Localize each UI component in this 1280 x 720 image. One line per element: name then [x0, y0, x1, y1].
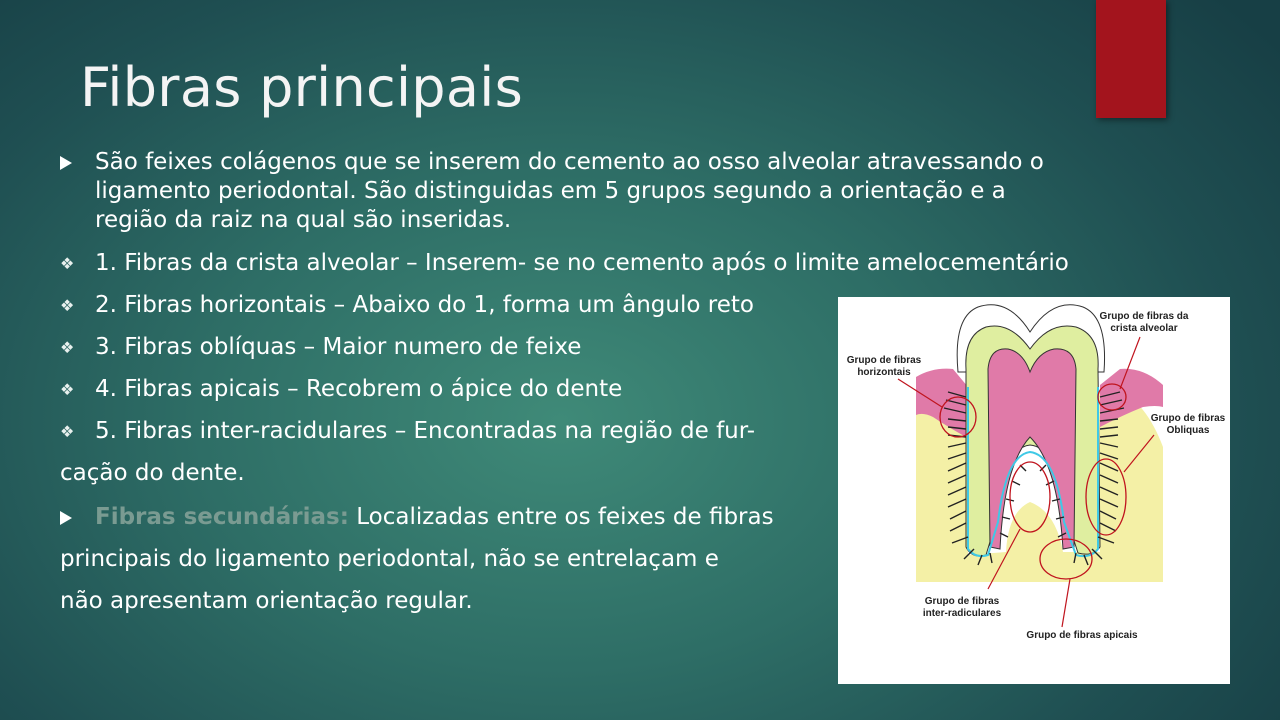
item-3-text: 3. Fibras oblíquas – Maior numero de feixe [95, 334, 582, 360]
triangle-bullet-icon [60, 503, 84, 525]
slide-title: Fibras principais [80, 56, 524, 119]
secondary-line-2: principais do ligamento periodontal, não se entrelaçam e [60, 546, 719, 572]
diamond-bullet-icon: ❖ [60, 380, 75, 399]
label-crista-1: Grupo de fibras da [1099, 311, 1189, 322]
label-apical: Grupo de fibras apicais [1026, 630, 1138, 641]
secondary-line-3: não apresentam orientação regular. [60, 588, 473, 614]
label-crista-2: crista alveolar [1110, 323, 1178, 334]
label-obliq-2: Obliquas [1166, 425, 1210, 436]
accent-bar [1096, 0, 1166, 118]
diamond-bullet-icon: ❖ [60, 254, 75, 273]
intro-line-2: ligamento periodontal. São distinguidas em 5 grupos segundo a orientação e a [95, 178, 1006, 204]
item-2-text: 2. Fibras horizontais – Abaixo do 1, forma um ângulo reto [95, 292, 754, 318]
label-obliq-1: Grupo de fibras [1150, 413, 1226, 424]
item-5-text: 5. Fibras inter-racidulares – Encontradas na região de fur- [95, 418, 756, 444]
diamond-bullet-icon: ❖ [60, 296, 75, 315]
item-5-continuation: cação do dente. [60, 460, 245, 486]
label-horiz-2: horizontais [857, 367, 911, 378]
item-1-text: 1. Fibras da crista alveolar – Inserem- se no cemento após o limite amelocementário [95, 250, 1069, 276]
label-horiz-1: Grupo de fibras [846, 355, 922, 366]
triangle-bullet-icon [60, 148, 84, 170]
diamond-bullet-icon: ❖ [60, 338, 75, 357]
intro-line-3: região da raiz na qual são inseridas. [95, 207, 512, 233]
intro-line-1: São feixes colágenos que se inserem do cemento ao osso alveolar atravessando o [95, 149, 1044, 175]
diamond-bullet-icon: ❖ [60, 422, 75, 441]
tooth-diagram-svg [838, 297, 1230, 684]
label-inter-1: Grupo de fibras [924, 596, 1000, 607]
tooth-diagram [838, 297, 1230, 684]
secondary-label: Fibras secundárias: [95, 504, 349, 530]
label-inter-2: inter-radiculares [922, 608, 1002, 619]
item-4-text: 4. Fibras apicais – Recobrem o ápice do dente [95, 376, 623, 402]
secondary-line-1: Localizadas entre os feixes de fibras [356, 504, 774, 530]
